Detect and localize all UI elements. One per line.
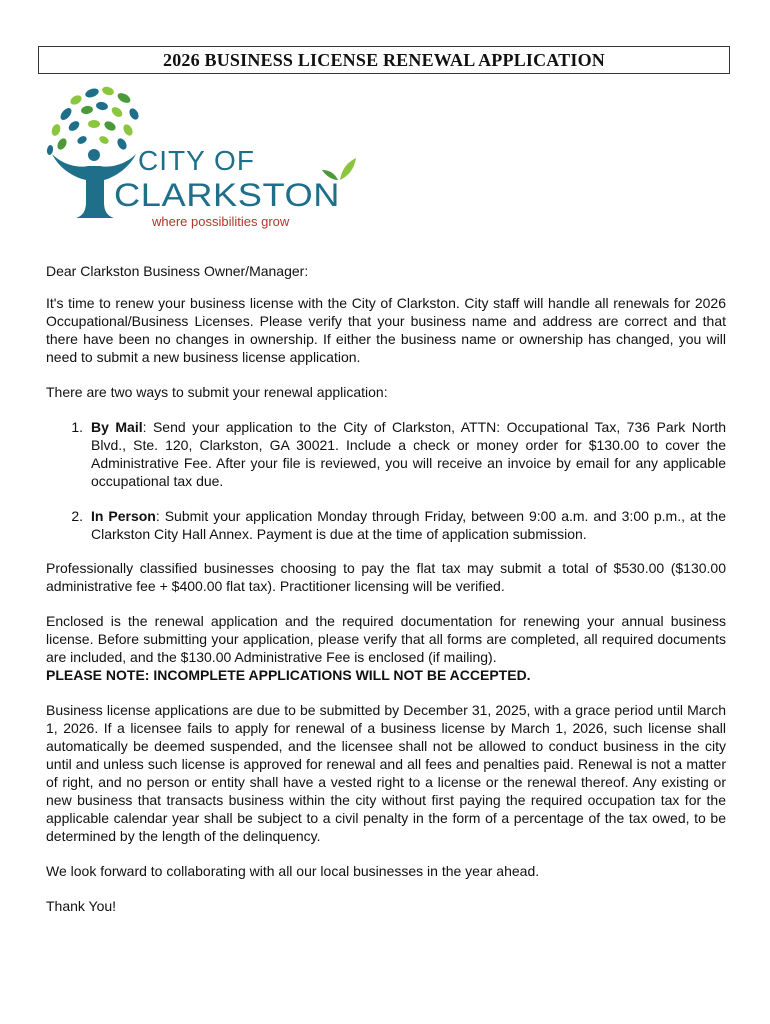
method-text: : Send your application to the City of Clarkston, ATTN: Occupational Tax, 736 Park North Blvd., Ste. 120, Clarkston, GA 30021. Include a check or money order for $130.00 to cover the Administrative Fee. After your file is reviewed, you will receive an invoice by email for any applicable occupational tax due. <box>91 419 726 489</box>
list-item <box>46 418 726 490</box>
submission-methods-list <box>46 418 726 543</box>
enclosed-paragraph <box>46 612 726 684</box>
ways-intro: There are two ways to submit your renewal application: <box>46 384 388 400</box>
enclosed-text: Enclosed is the renewal application and the required documentation for renewing your annual business license. Before submitting your application, please verify that all forms are completed, all required documents are included, and the $130.00 Administrative Fee is enclosed (if mailing). <box>46 613 726 665</box>
letter-body <box>46 262 726 932</box>
list-item <box>46 507 726 543</box>
logo-line1: CITY OF <box>138 145 255 176</box>
tree-leaves <box>46 85 140 155</box>
method-label: By Mail <box>91 419 143 435</box>
city-of-clarkston-logo <box>42 84 362 234</box>
intro-paragraph: It's time to renew your business license with the City of Clarkston. City staff will handle all renewals for 2026 Occupational/Business Licenses. Please verify that your business name and address are correct and that there have been no changes in ownership. If either the business name or ownership has changed, you will need to submit a new business license application. <box>46 295 726 365</box>
list-number: 1. <box>71 419 83 435</box>
signoff: Thank You! <box>46 898 117 914</box>
document-title: 2026 BUSINESS LICENSE RENEWAL APPLICATION <box>38 46 730 74</box>
method-text: : Submit your application Monday through Friday, between 9:00 a.m. and 3:00 p.m., at the Clarkston City Hall Annex. Payment is due at the time of application submission. <box>91 508 726 542</box>
salutation: Dear Clarkston Business Owner/Manager: <box>46 263 309 279</box>
closing-paragraph: We look forward to collaborating with all our local businesses in the year ahead. <box>46 863 540 879</box>
flat-tax-paragraph: Professionally classified businesses choosing to pay the flat tax may submit a total of $530.00 ($130.00 administrative fee + $400.00 flat tax). Practitioner licensing will be verified. <box>46 560 726 594</box>
logo-tagline: where possibilities grow <box>152 214 290 229</box>
logo-line2: CLARKSTON <box>114 177 340 213</box>
method-label: In Person <box>91 508 156 524</box>
deadline-paragraph: Business license applications are due to be submitted by December 31, 2025, with a grace period until March 1, 2026. If a licensee fails to apply for renewal of a business license by March 1, 2026, such license shall automatically be deemed suspended, and the licensee shall not be allowed to conduct business in the city until and unless such license is approved for renewal and all fees and penalties paid. Renewal is not a matter of right, and no person or entity shall have a vested right to a license or the renewal thereof. Any existing or new business that transacts business within the city without first paying the required occupation tax for the applicable calendar year shall be subject to a civil penalty in the form of a percentage of the tax owed, to be determined by the length of the delinquency. <box>46 702 726 844</box>
list-number: 2. <box>71 508 83 524</box>
incomplete-note: PLEASE NOTE: INCOMPLETE APPLICATIONS WILL NOT BE ACCEPTED. <box>46 667 531 683</box>
tree-logo-graphic <box>42 84 362 234</box>
